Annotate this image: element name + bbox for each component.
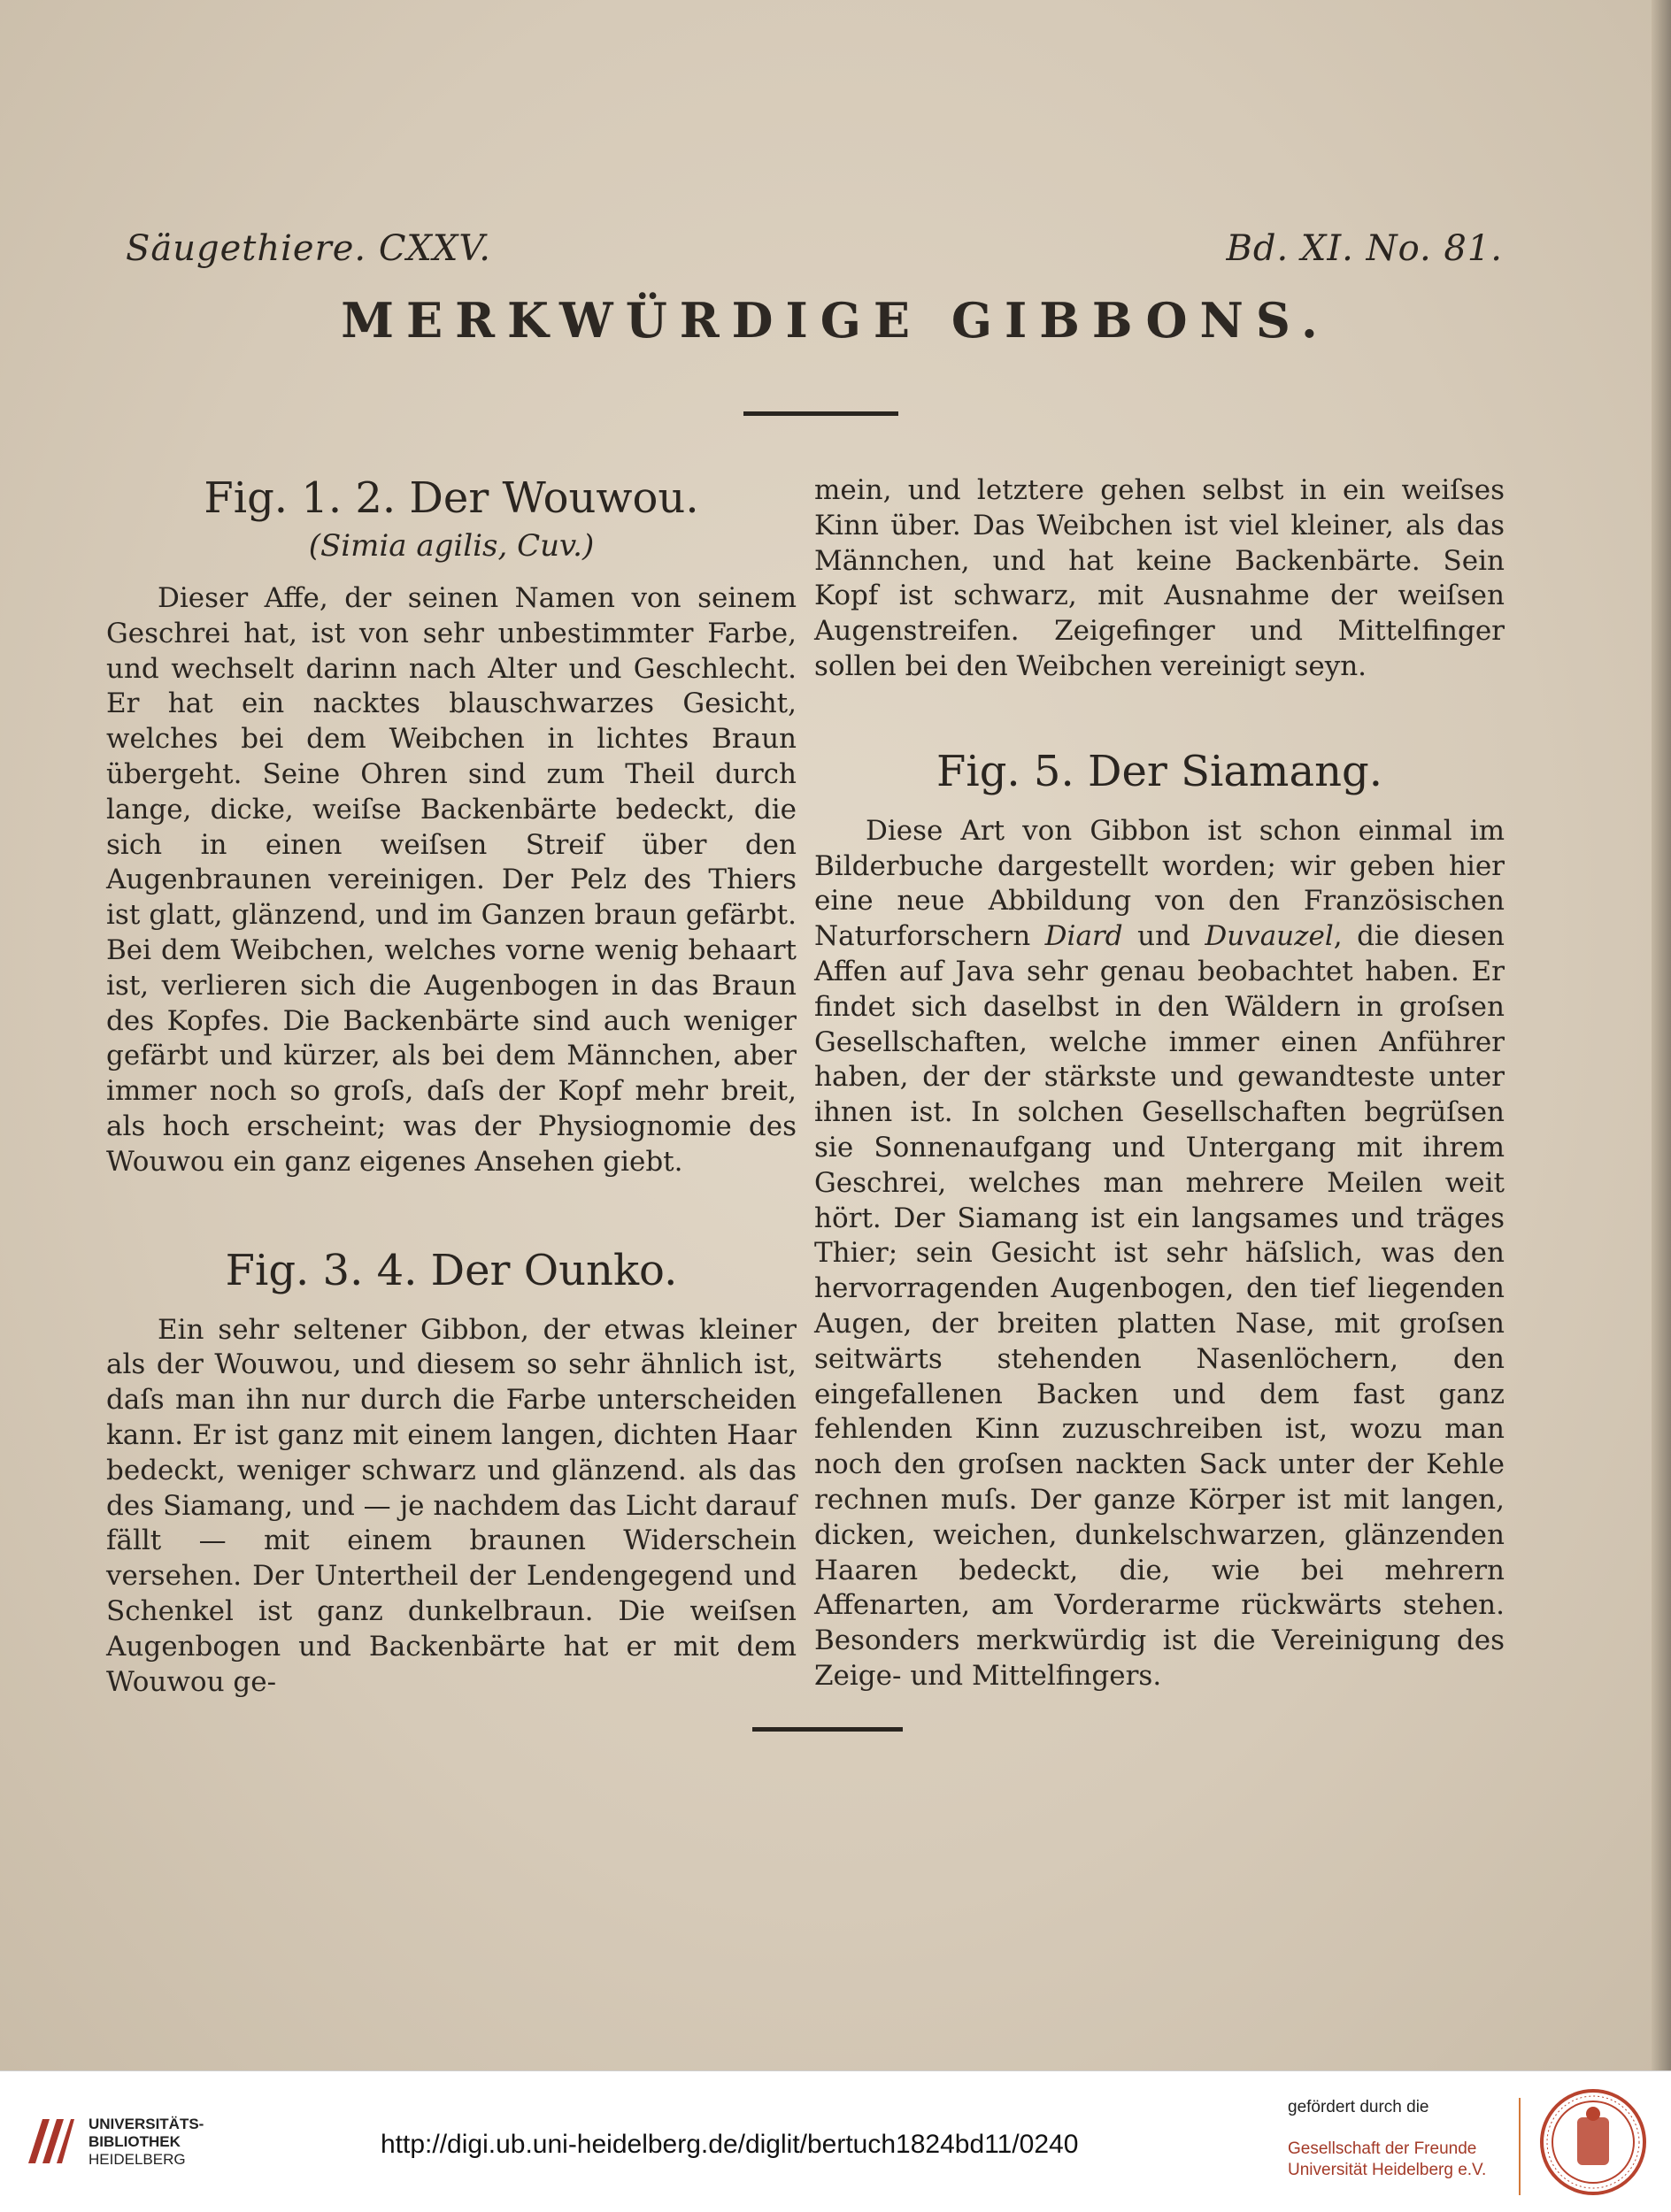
running-head-left: Säugethiere. CXXV. (126, 228, 491, 269)
sponsor-name-line1: Gesellschaft der Freunde (1288, 2139, 1477, 2158)
paragraph-siamang-text-b: , die diesen Affen auf Java sehr genau beobachtet haben. Er findet sich daselbst in den Wäldern in groſsen Gesellschaften, welche immer einen Anführer haben, der der stärkste und gewandteste unter ihnen ist. In solchen Gesellschaften begrüſsen sie Sonnenaufgang und Untergang mit ihrem Geschrei, welches man mehrere Meilen weit hört. Der Siamang ist ein langsames und träges Thier; sein Gesicht ist sehr häſslich, was den hervorragenden Augenbogen, den tief liegenden Augen, der breiten platten Nase, mit groſsen seitwärts stehenden Nasenlöchern, den eingefallenen Backen und dem fast ganz fehlenden Kinn zuzuschreiben ist, wozu man noch den groſsen nackten Sack unter der Kehle rechnen muſs. Der ganze Körper ist mit langen, dicken, weichen, dunkelschwarzen, glänzenden Haaren bedeckt, die, wie bei mehrern Affenarten, am Vorderarme rückwärts stehen. Besonders merkwürdig ist die Vereinigung des Zeige- und Mittelfingers. (814, 920, 1505, 1692)
title-rule (743, 411, 898, 416)
naturalist-name-duvauzel: Duvauzel (1205, 920, 1334, 953)
paragraph-siamang (814, 814, 1505, 1694)
section-heading-siamang: Fig. 5. Der Siamang. (936, 746, 1382, 796)
library-logo-icon (23, 2114, 78, 2169)
paragraph-wouwou: Dieser Affe, der seinen Namen von seinem Geschrei hat, ist von sehr unbestimmter Farbe, und wechselt darinn nach Alter und Geschlecht. Er hat ein nacktes blauschwarzes Gesicht, welches bei dem Weibchen in lichtes Braun übergeht. Seine Ohren sind zum Theil durch lange, dicke, weiſse Backenbärte bedeckt, die sich in einen weiſsen Streif über den Augenbraunen vereinigen. Der Pelz des Thiers ist glatt, glänzend, und im Ganzen braun gefärbt. Bei dem Weibchen, welches vorne wenig behaart ist, verlieren sich die Augenbogen in das Braun des Kopfes. Die Backenbärte sind auch weniger gefärbt und kürzer, als bei dem Männchen, aber immer noch so groſs, daſs der Kopf mehr breit, als hoch erscheint; was der Physiognomie des Wouwou ein ganz eigenes Ansehen giebt. (106, 582, 797, 1178)
library-name (89, 2116, 204, 2169)
paragraph-continuation: mein, und letztere gehen selbst in ein weiſses Kinn über. Das Weibchen ist viel kleiner, als das Männchen, und hat keine Backenbärte. Sein Kopf ist schwarz, mit Ausnahme der weiſsen Augenstreifen. Zeigefinger und Mittelfinger sollen bei den Weibchen vereinigt seyn. (814, 474, 1505, 682)
footer-separator (1519, 2098, 1521, 2195)
permalink-url[interactable]: http://digi.ub.uni-heidelberg.de/diglit/bertuch1824bd11/0240 (381, 2130, 1079, 2159)
section-heading-wouwou: Fig. 1. 2. Der Wouwou. (204, 473, 699, 523)
running-head-right: Bd. XI. No. 81. (1226, 228, 1503, 269)
sponsor-name-line2: Universität Heidelberg e.V. (1288, 2161, 1487, 2179)
section-heading-ounko: Fig. 3. 4. Der Ounko. (225, 1245, 678, 1295)
library-name-line3: HEIDELBERG (89, 2151, 186, 2168)
section-subheading-wouwou: (Simia agilis, Cuv.) (308, 528, 595, 564)
right-column (814, 473, 1505, 1694)
page-title: MERKWÜRDIGE GIBBONS. (341, 292, 1330, 349)
left-column (106, 473, 797, 1700)
funded-by-label: gefördert durch die (1288, 2098, 1429, 2116)
closing-rule (752, 1727, 903, 1732)
naturalist-name-diard: Diard (1044, 920, 1123, 953)
sponsor-name (1288, 2139, 1486, 2181)
library-name-line2: BIBLIOTHEK (89, 2133, 181, 2150)
university-seal-icon (1538, 2087, 1648, 2197)
paragraph-siamang-and: und (1122, 920, 1205, 953)
paragraph-ounko: Ein sehr seltener Gibbon, der etwas kleiner als der Wouwou, und diesem so sehr ähnlich ist, daſs man ihn nur durch die Farbe unterscheiden kann. Er ist ganz mit einem langen, dichten Haar bedeckt, weniger schwarz und glänzend. als das des Siamang, und — je nachdem das Licht darauf fällt — mit einem braunen Widerschein versehen. Der Untertheil der Lendengegend und Schenkel ist ganz dunkelbraun. Die weiſsen Augenbogen und Backenbärte hat er mit dem Wouwou ge- (106, 1313, 797, 1698)
paragraph-siamang-text-a: Diese Art von Gibbon ist schon einmal im Bilderbuche dargestellt worden; wir geben hier eine neue Abbildung von den Französischen Naturforschern (814, 814, 1505, 953)
viewer-footer (0, 2070, 1671, 2212)
library-name-line1: UNIVERSITÄTS- (89, 2116, 204, 2132)
